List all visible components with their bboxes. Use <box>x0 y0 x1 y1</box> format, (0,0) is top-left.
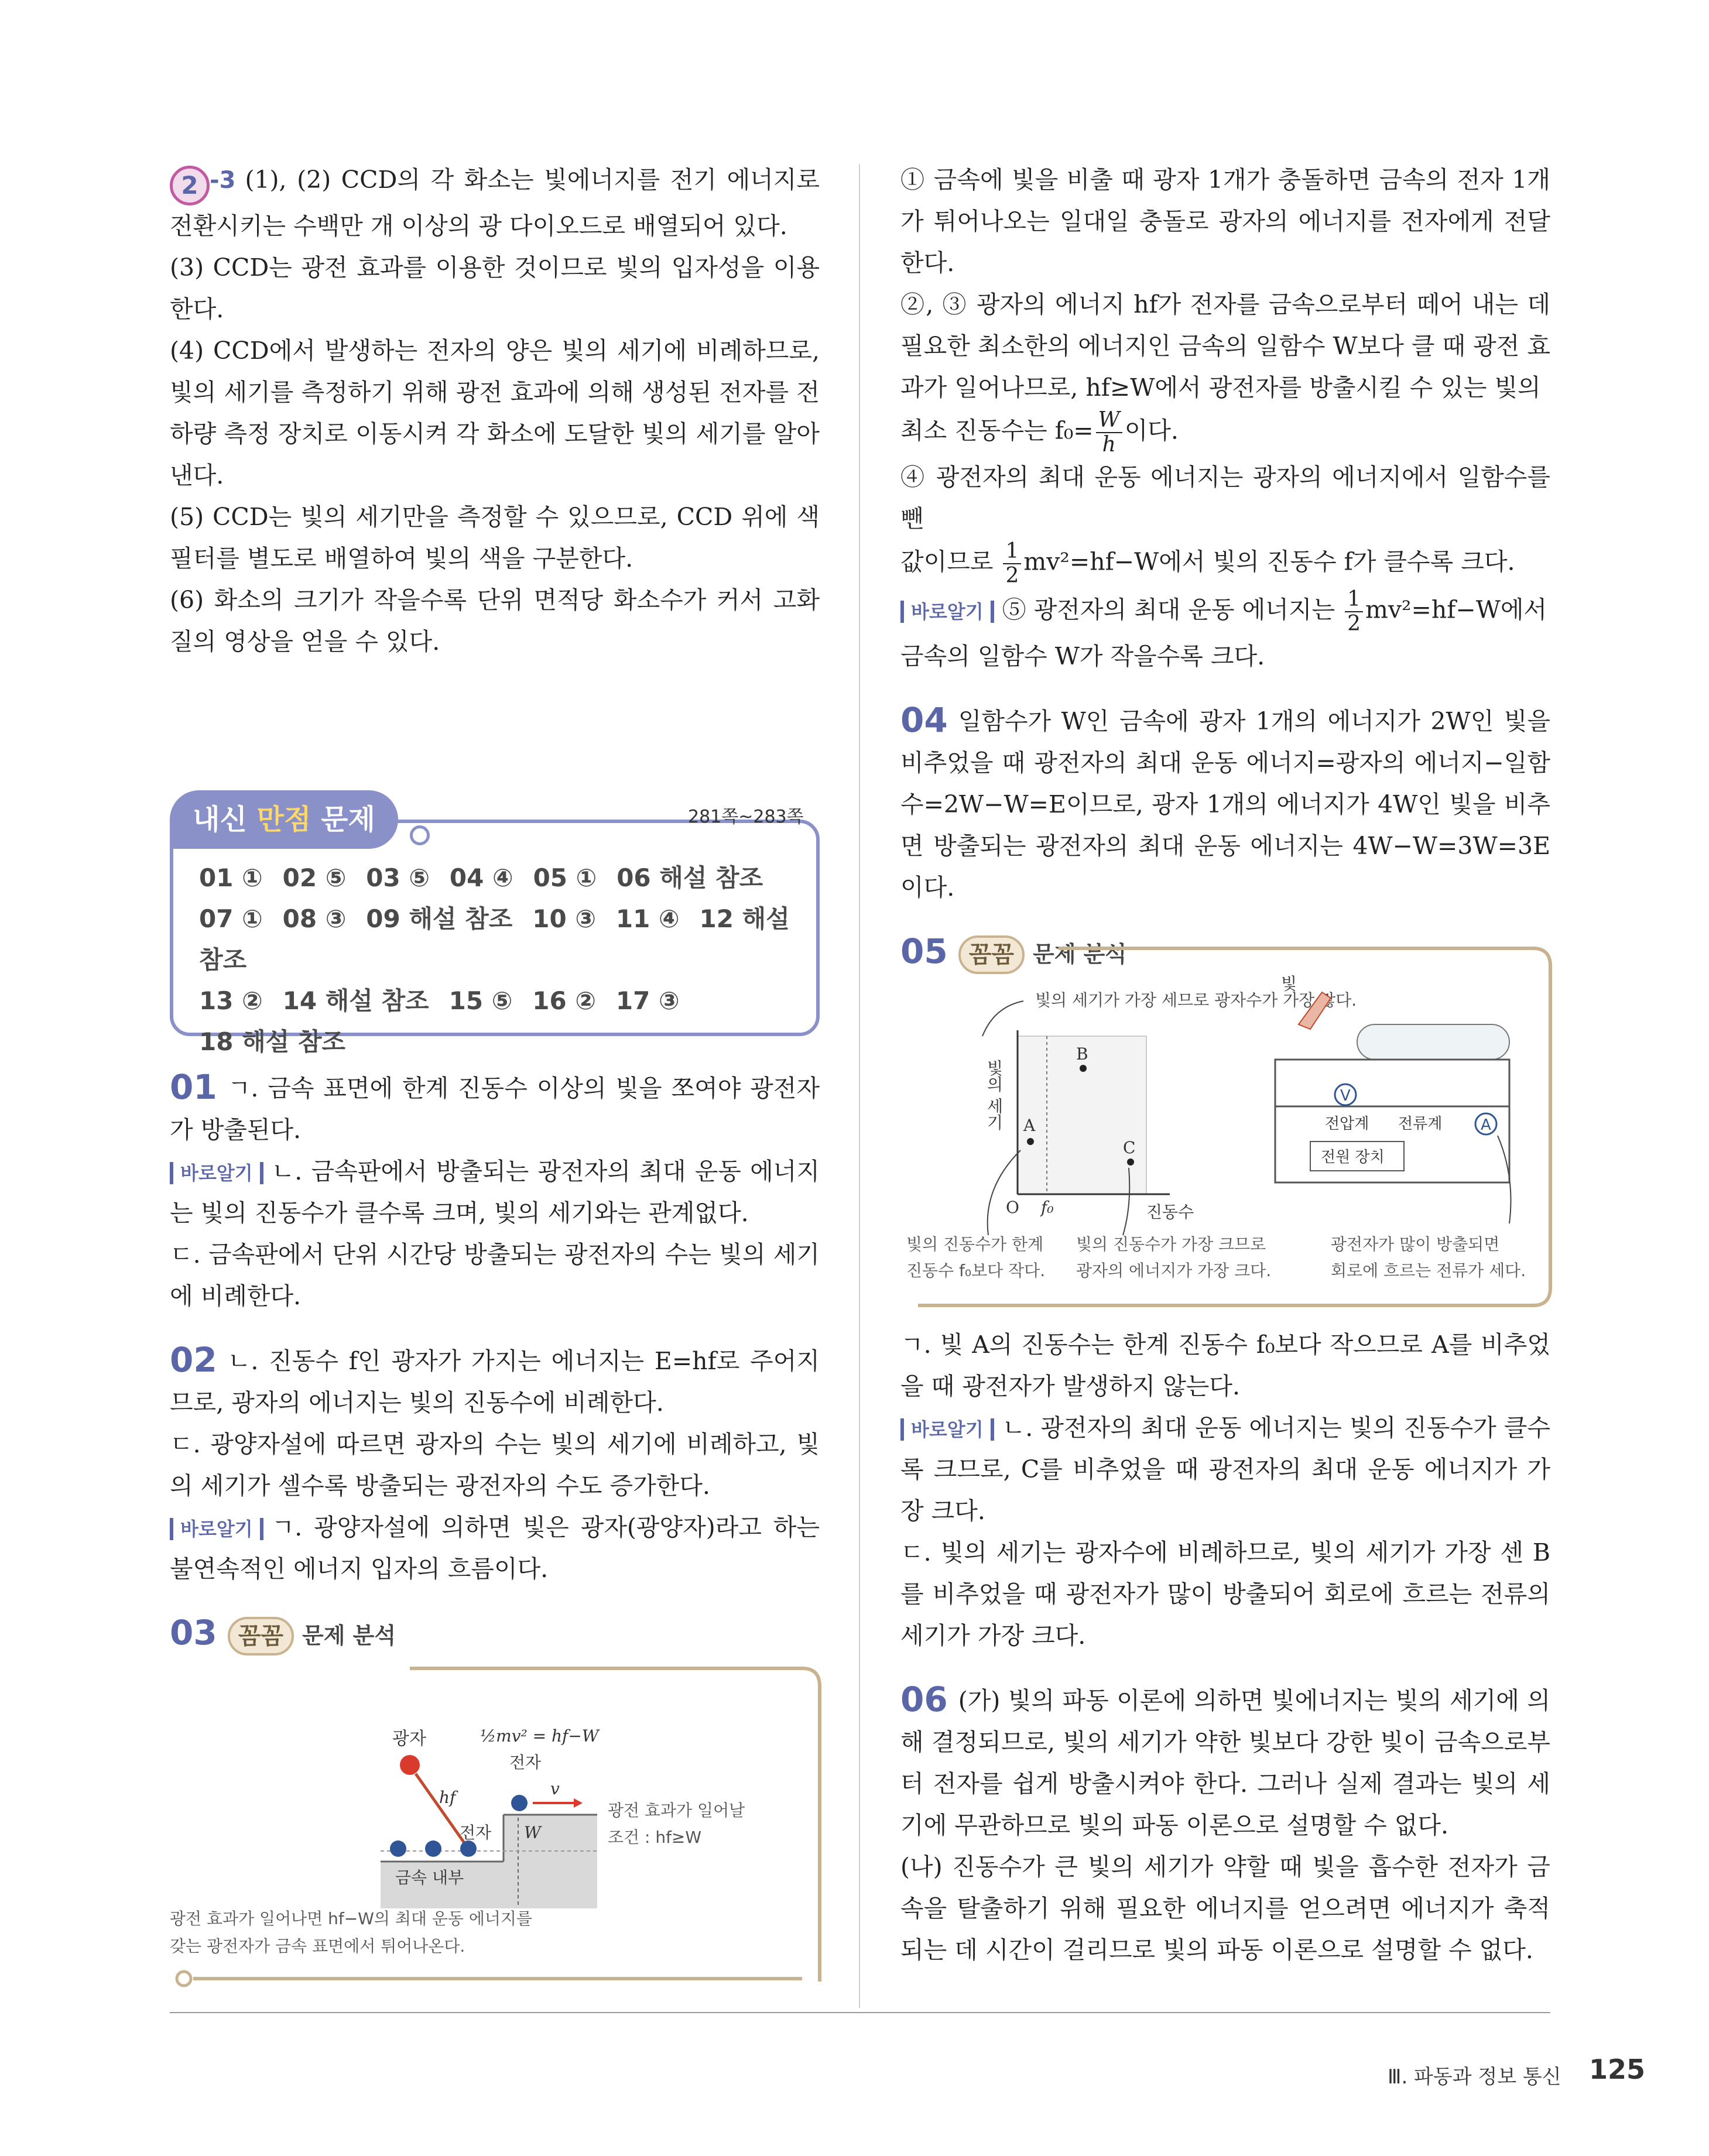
ccd-para-1: 2 -3 (1), (2) CCD의 각 화소는 빛에너지를 전기 에너지로 전환시키는 수백만 개 이상의 광 다이오드로 배열되어 있다. <box>170 166 820 240</box>
point-a-label: A <box>1023 1116 1036 1135</box>
correction-tag: 바로알기 <box>170 1162 263 1184</box>
r-para-4: 바로알기 ⑤ 광전자의 최대 운동 에너지는 $\frac{1}{2}$ mv²=hf−W에서 <box>900 588 1550 636</box>
q05-b: 바로알기 ㄴ. 광전자의 최대 운동 에너지는 빛의 진동수가 클수록 크므로, C를 비추었을 때 광전자의 최대 운동 에너지가 가장 크다. <box>900 1414 1550 1525</box>
electron-icon <box>390 1840 406 1857</box>
right-column <box>900 159 1550 975</box>
q05-diagram <box>900 942 1556 1317</box>
caption-2a: 빛의 진동수가 가장 크므로 <box>1076 1235 1266 1254</box>
question-number: 06 <box>900 1679 948 1719</box>
question-number: 03 <box>170 1613 217 1653</box>
footer-rule <box>170 2012 1550 2013</box>
light-label: 빛 <box>1281 974 1297 993</box>
answer-item: 07 ① <box>199 904 263 933</box>
voltmeter-label: 전압계 <box>1325 1115 1369 1133</box>
ccd-para-3: (4) CCD에서 발생하는 전자의 양은 빛의 세기에 비례하므로, 빛의 세기를 측정하기 위해 광전 효과에 의해 생성된 전자를 전하량 측정 장치로 이동시켜 각 화소에 도달한 빛의 세기를 알아낸다. <box>170 337 820 489</box>
q05-a: ㄱ. 빛 A의 진동수는 한계 진동수 f₀보다 작으므로 A를 비추었을 때 광전자가 발생하지 않는다. <box>900 1331 1550 1400</box>
ammeter-symbol: A <box>1481 1116 1491 1134</box>
answer-item: 14 해설 참조 <box>282 986 429 1015</box>
q06-a: 06 (가) 빛의 파동 이론에 의하면 빛에너지는 빛의 세기에 의해 결정되므로, 빛의 세기가 약한 빛보다 강한 빛이 금속으로부터 전자를 쉽게 방출시켜야 한다. 그러나 실제 결과는 빛의 세기에 무관하므로 빛의 파동 이론으로 설명할 수 없다. <box>900 1679 1550 1839</box>
point-b-label: B <box>1076 1044 1088 1064</box>
ccd-para-4: (5) CCD는 빛의 세기만을 측정할 수 있으므로, CCD 위에 색 필터를 별도로 배열하여 빛의 색을 구분한다. <box>170 503 820 573</box>
problem-number-badge: 2 <box>170 166 210 205</box>
r-para-3a: ④ 광전자의 최대 운동 에너지는 광자의 에너지에서 일함수를 뺀 <box>900 463 1550 533</box>
point-c-label: C <box>1123 1138 1136 1157</box>
fraction: $\frac{W}{h}$ <box>1096 409 1122 457</box>
caption-3a: 광전자가 많이 방출되면 <box>1331 1235 1500 1254</box>
q04: 04 일함수가 W인 금속에 광자 1개의 에너지가 2W인 빛을 비추었을 때 광전자의 최대 운동 에너지=광자의 에너지−일함수=2W−W=E이므로, 광자 1개의 에너지가 4W인 빛을 비추면 방출되는 광전자의 최대 운동 에너지는 4W−W=3W=3E이다. <box>900 700 1550 902</box>
answer-item: 03 ⑤ <box>366 863 430 892</box>
box-dot-icon <box>177 1972 191 1986</box>
condition-line-1: 광전 효과가 일어날 <box>608 1801 745 1820</box>
answer-item: 06 해설 참조 <box>617 863 763 892</box>
question-number: 01 <box>170 1067 217 1107</box>
right-column-lower <box>900 1324 1550 1971</box>
metal-label: 금속 내부 <box>395 1868 464 1887</box>
answer-item: 09 해설 참조 <box>366 904 513 933</box>
electron-icon <box>460 1840 477 1857</box>
answer-item: 13 ② <box>199 986 263 1015</box>
fraction: $\frac{1}{2}$ <box>1003 540 1021 588</box>
q01-a: 01 ㄱ. 금속 표면에 한계 진동수 이상의 빛을 쪼여야 광전자가 방출된다. <box>170 1067 820 1144</box>
electron-icon <box>425 1840 441 1857</box>
r-para-1: ① 금속에 빛을 비출 때 광자 1개가 충돌하면 금속의 전자 1개가 튀어나오는 일대일 충돌로 광자의 에너지를 전자에게 전달한다. <box>900 166 1550 277</box>
r-para-4c: 금속의 일함수 W가 작을수록 크다. <box>900 642 1265 670</box>
point-c <box>1127 1158 1134 1166</box>
column-divider <box>859 164 860 2008</box>
answer-key-list <box>199 858 796 1062</box>
caption-1b: 진동수 f₀보다 작다. <box>906 1261 1046 1280</box>
q05-c: ㄷ. 빛의 세기는 광자수에 비례하므로, 빛의 세기가 가장 센 B를 비추었을 때 광전자가 많이 방출되어 회로에 흐르는 전류의 세기가 가장 크다. <box>900 1538 1550 1650</box>
caption-2b: 광자의 에너지가 가장 크다. <box>1076 1261 1272 1280</box>
point-b <box>1080 1065 1087 1072</box>
q03-header: 03 꼼꼼 문제 분석 <box>170 1612 820 1657</box>
r-para-3b: 값이므로 $\frac{1}{2}$ mv²=hf−W에서 빛의 진동수 f가 클수록 크다. <box>900 539 1515 588</box>
condition-line-2: 조건 : hf≥W <box>608 1828 702 1847</box>
photon-icon <box>400 1755 420 1775</box>
correction-tag: 바로알기 <box>900 1418 994 1441</box>
voltmeter-symbol: V <box>1340 1087 1351 1105</box>
correction-tag: 바로알기 <box>900 601 994 623</box>
answer-key-tab: 내신 만점 문제 <box>170 790 398 849</box>
page-number: 125 <box>1589 2054 1646 2085</box>
photon-label: 광자 <box>392 1729 426 1749</box>
answer-item: 08 ③ <box>282 904 347 933</box>
electron-label: 전자 <box>460 1823 492 1842</box>
y-axis-label: 빛의 세기 <box>984 1060 1004 1130</box>
q02-a: 02 ㄴ. 진동수 f인 광자가 가지는 에너지는 E=hf로 주어지므로, 광자의 에너지는 빛의 진동수에 비례한다. <box>170 1340 820 1417</box>
f0-label: f₀ <box>1041 1198 1054 1217</box>
fraction: $\frac{1}{2}$ <box>1345 588 1363 636</box>
chapter-title: Ⅲ. 파동과 정보 통신 <box>1388 2065 1561 2089</box>
phototube <box>1357 1024 1509 1060</box>
answer-item: 16 ② <box>532 986 596 1015</box>
answer-item: 01 ① <box>199 863 263 892</box>
tab-dot-icon <box>410 825 430 845</box>
q05-header: 05 꼼꼼 문제 분석 <box>900 931 1550 975</box>
ammeter-label: 전류계 <box>1398 1115 1443 1133</box>
origin-label: O <box>1006 1198 1019 1217</box>
r-para-2: ②, ③ 광자의 에너지 hf가 전자를 금속으로부터 떼어 내는 데 필요한 최소한의 에너지인 금속의 일함수 W보다 클 때 광전 효과가 일어나므로, hf≥W에서 광전자를 방출시킬 수 있는 빛의 <box>900 290 1550 402</box>
q02-c: 바로알기 ㄱ. 광양자설에 의하면 빛은 광자(광양자)라고 하는 불연속적인 에너지 입자의 흐름이다. <box>170 1513 820 1583</box>
metal-block <box>504 1815 597 1908</box>
ccd-para-5: (6) 화소의 크기가 작을수록 단위 면적당 화소수가 커서 고화질의 영상을 얻을 수 있다. <box>170 586 820 656</box>
caption-1a: 빛의 진동수가 한계 <box>906 1235 1044 1254</box>
q03-diagram <box>170 1663 826 1990</box>
question-number: 05 <box>900 931 948 971</box>
left-column-lower <box>170 1067 820 1657</box>
answer-item: 05 ① <box>533 863 597 892</box>
x-axis-label: 진동수 <box>1146 1202 1194 1222</box>
question-number: 04 <box>900 700 948 740</box>
ccd-para-2: (3) CCD는 광전 효과를 이용한 것이므로 빛의 입자성을 이용한다. <box>170 253 820 323</box>
caption-3b: 회로에 흐르는 전류가 세다. <box>1331 1261 1526 1280</box>
answer-item: 17 ③ <box>615 986 680 1015</box>
caption-line-2: 갖는 광전자가 금속 표면에서 튀어나온다. <box>170 1936 465 1956</box>
q01-b: 바로알기 ㄴ. 금속판에서 방출되는 광전자의 최대 운동 에너지는 빛의 진동수가 클수록 크며, 빛의 세기와는 관계없다. <box>170 1157 820 1227</box>
problem-sub-number: -3 <box>210 167 236 194</box>
caption-line-1: 광전 효과가 일어나면 hf−W의 최대 운동 에너지를 <box>170 1909 533 1928</box>
energy-equation: ½mv² = hf−W <box>480 1726 599 1746</box>
electron-top-label: 전자 <box>509 1753 542 1772</box>
answer-item: 11 ④ <box>615 904 680 933</box>
answer-item: 02 ⑤ <box>282 863 347 892</box>
page-range: 281쪽~283쪽 <box>688 807 804 827</box>
q06-b: (나) 진동수가 큰 빛의 세기가 약할 때 빛을 흡수한 전자가 금속을 탈출하기 위해 필요한 에너지를 얻으려면 에너지가 축적되는 데 시간이 걸리므로 빛의 파동 이론으로 설명할 수 없다. <box>900 1853 1550 1964</box>
correction-tag: 바로알기 <box>170 1518 263 1540</box>
analysis-badge: 꼼꼼 <box>958 935 1025 974</box>
velocity-label: v <box>550 1779 560 1798</box>
analysis-badge: 꼼꼼 <box>228 1617 294 1655</box>
answer-item: 10 ③ <box>532 904 596 933</box>
question-number: 02 <box>170 1340 217 1380</box>
q01-c: ㄷ. 금속판에서 단위 시간당 방출되는 광전자의 수는 빛의 세기에 비례한다. <box>170 1240 820 1310</box>
power-supply-label: 전원 장치 <box>1321 1149 1385 1166</box>
workfunction-label: W <box>524 1823 541 1842</box>
q02-b: ㄷ. 광양자설에 따르면 광자의 수는 빛의 세기에 비례하고, 빛의 세기가 셀수록 방출되는 광전자의 수도 증가한다. <box>170 1430 820 1500</box>
r-para-2-end: 최소 진동수는 f₀= $\frac{W}{h}$ 이다. <box>900 408 1179 457</box>
hf-label: hf <box>439 1788 456 1807</box>
answer-item: 04 ④ <box>449 863 513 892</box>
answer-item: 15 ⑤ <box>448 986 513 1015</box>
point-a <box>1027 1138 1034 1145</box>
top-annotation: 빛의 세기가 가장 세므로 광자수가 가장 많다. <box>1035 990 1357 1010</box>
answer-item: 12 해설 참조 <box>199 904 790 974</box>
electron-icon <box>511 1795 528 1811</box>
left-column <box>170 159 820 663</box>
answer-item: 18 해설 참조 <box>199 1027 345 1056</box>
